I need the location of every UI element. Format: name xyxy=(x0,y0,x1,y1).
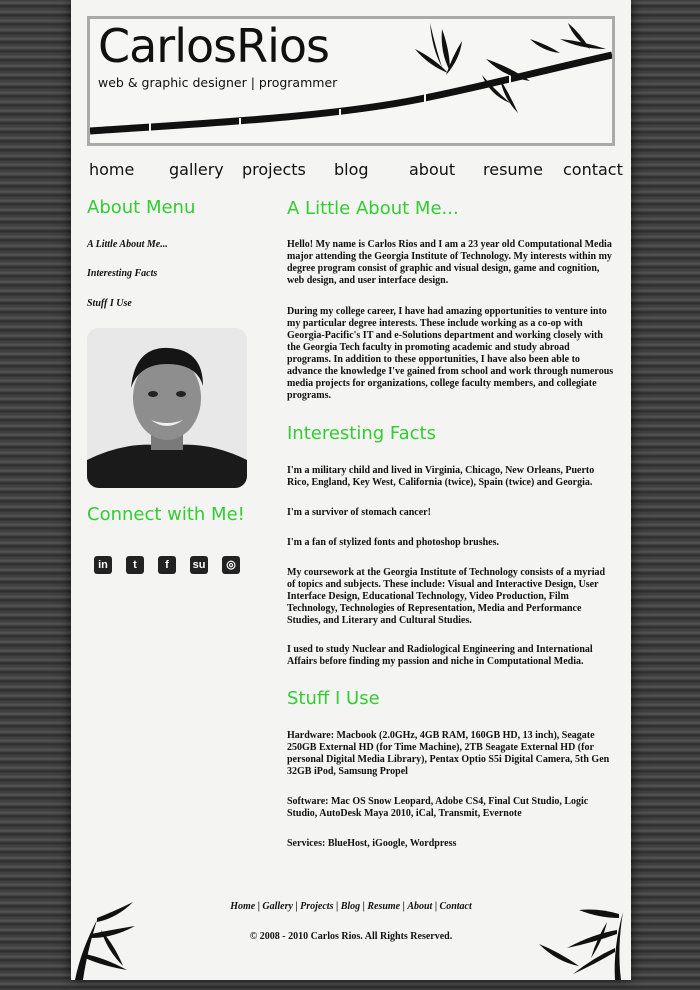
stuff-paragraph: Hardware: Macbook (2.0GHz, 4GB RAM, 160GB HD, 13 inch), Seagate 250GB External HD (for Time Machine), 2TB Seagate External HD (for personal Digital Media Library), Pentax Optio S5i Digital Camera, 5th Gen 32GB iPod, Samsung Propel xyxy=(287,730,610,777)
nav-about[interactable]: about xyxy=(409,160,456,179)
footer-separator: | xyxy=(360,901,368,912)
footer-link-blog[interactable]: Blog xyxy=(340,901,361,912)
nav-contact[interactable]: contact xyxy=(563,160,623,179)
site-logo[interactable]: CarlosRios xyxy=(98,19,329,73)
fact-paragraph: I'm a survivor of stomach cancer! xyxy=(287,507,431,518)
connect-heading: Connect with Me! xyxy=(87,504,245,525)
fact-paragraph: My coursework at the Georgia Institute of Technology consists of a myriad of topics and subjects. These include: Visual and Interactive Design, User Interface Design, Educational Technology, Video Production, Film Technology, Technologies of Representation, Media and Performance Studies, and Literary and Cultural Studies. xyxy=(287,567,606,626)
footer-separator: | xyxy=(255,901,263,912)
footer-link-contact[interactable]: Contact xyxy=(439,901,472,912)
footer-link-about[interactable]: About xyxy=(407,901,433,912)
page-container xyxy=(71,0,631,980)
fact-paragraph: I'm a fan of stylized fonts and photoshop brushes. xyxy=(287,537,499,548)
footer-separator: | xyxy=(432,901,440,912)
about-heading: A Little About Me... xyxy=(287,198,459,219)
facebook-icon[interactable]: f xyxy=(158,556,176,574)
fact-paragraph: I used to study Nuclear and Radiological Engineering and International Affairs before finding my passion and niche in Computational Media. xyxy=(287,644,593,667)
nav-home[interactable]: home xyxy=(89,160,135,179)
fact-paragraph: I'm a military child and lived in Virginia, Chicago, New Orleans, Puerto Rico, England, Key West, California (twice), Spain (twice) and Georgia. xyxy=(287,465,595,488)
site-tagline: web & graphic designer | programmer xyxy=(98,75,338,90)
linkedin-icon[interactable]: in xyxy=(94,556,112,574)
about-paragraph: Hello! My name is Carlos Rios and I am a 23 year old Computational Media major attending the Georgia Institute of Technology. My interests within my degree program consist of graphic and visual design, game and cognition, web design, and user interface design. xyxy=(287,239,612,286)
sidebar-link-facts[interactable]: Interesting Facts xyxy=(87,268,158,279)
footer-separator: | xyxy=(292,901,301,912)
nav-projects[interactable]: projects xyxy=(242,160,306,179)
profile-photo xyxy=(87,328,247,488)
stuff-paragraph: Software: Mac OS Snow Leopard, Adobe CS4, Final Cut Studio, Logic Studio, AutoDesk Maya 2010, iCal, Transmit, Evernote xyxy=(287,796,589,819)
stuff-heading: Stuff I Use xyxy=(287,688,380,709)
site-header xyxy=(87,16,615,146)
picasa-icon[interactable]: ◎ xyxy=(222,556,240,574)
nav-resume[interactable]: resume xyxy=(483,160,543,179)
facts-heading: Interesting Facts xyxy=(287,423,436,444)
stumbleupon-icon[interactable]: su xyxy=(190,556,208,574)
main-nav xyxy=(87,160,622,186)
footer-separator: | xyxy=(400,901,408,912)
twitter-icon[interactable]: t xyxy=(126,556,144,574)
nav-blog[interactable]: blog xyxy=(334,160,369,179)
about-menu-heading: About Menu xyxy=(87,197,196,218)
stuff-paragraph: Services: BlueHost, iGoogle, Wordpress xyxy=(287,838,457,849)
sidebar-link-stuff[interactable]: Stuff I Use xyxy=(87,298,132,309)
sidebar-link-about[interactable]: A Little About Me... xyxy=(87,239,168,250)
footer-link-home[interactable]: Home xyxy=(230,901,256,912)
footer-link-resume[interactable]: Resume xyxy=(367,901,401,912)
about-paragraph: During my college career, I have had amazing opportunities to venture into my particular degree interests. These include working as a co-op with Georgia-Pacific's IT and e-Solutions department and working closely with the Georgia Tech faculty in promoting academic and study abroad programs. In addition to these opportunities, I have also been able to advance the knowledge I've gained from school and work through numerous media projects for organizations, college faculty members, and collegiate programs. xyxy=(287,306,614,401)
footer-nav xyxy=(71,901,631,912)
copyright-text: © 2008 - 2010 Carlos Rios. All Rights Reserved. xyxy=(249,931,453,942)
footer-bamboo-right xyxy=(519,904,631,980)
footer-separator: | xyxy=(333,901,341,912)
nav-gallery[interactable]: gallery xyxy=(169,160,224,179)
footer-link-projects[interactable]: Projects xyxy=(300,901,334,912)
footer-link-gallery[interactable]: Gallery xyxy=(262,901,293,912)
